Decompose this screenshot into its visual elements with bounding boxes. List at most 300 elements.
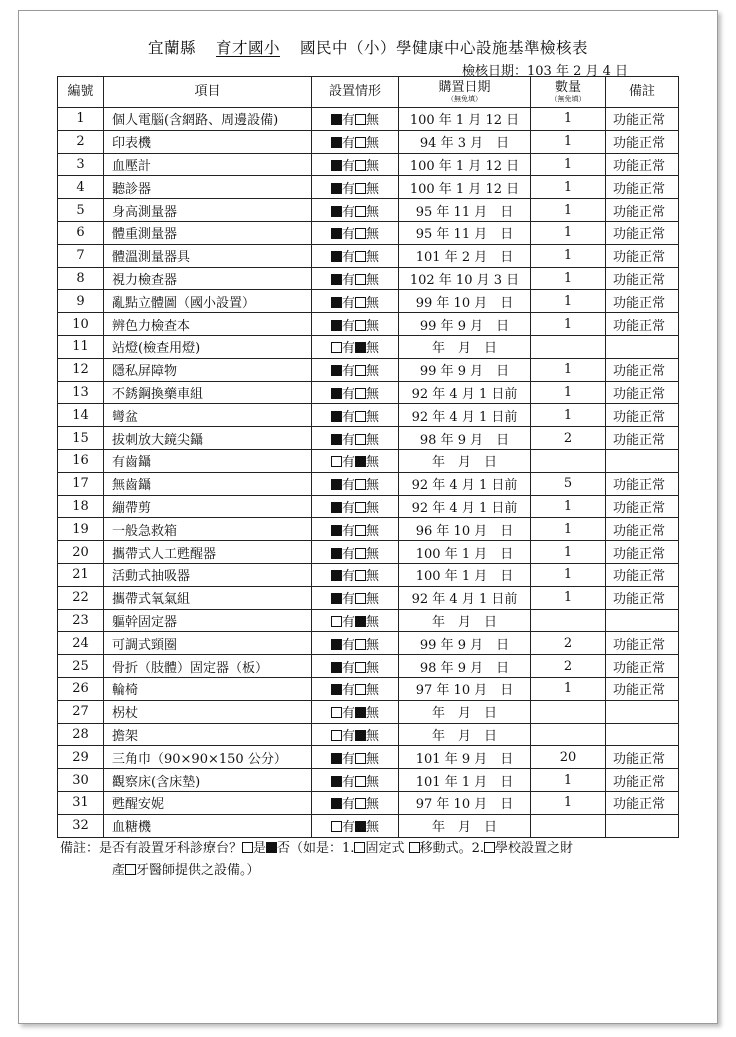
table-row — [58, 769, 679, 792]
none-label: 無 — [366, 409, 380, 425]
row-number: 31 — [58, 791, 104, 814]
has-checkbox[interactable] — [331, 228, 342, 239]
dental-school-asset-checkbox[interactable] — [484, 842, 495, 853]
table-row — [58, 313, 679, 336]
row-item-name: 可調式頸圈 — [104, 632, 312, 655]
row-remark: 功能正常 — [606, 199, 679, 222]
has-checkbox[interactable] — [331, 274, 342, 285]
row-remark: 功能正常 — [606, 541, 679, 564]
none-label: 無 — [366, 295, 380, 311]
has-checkbox[interactable] — [331, 707, 342, 718]
has-label: 有 — [341, 250, 355, 266]
row-remark: 功能正常 — [606, 472, 679, 495]
equipment-table — [57, 76, 679, 838]
footer-line-2 — [60, 860, 700, 882]
row-number: 2 — [58, 130, 104, 153]
none-checkbox[interactable] — [355, 320, 366, 331]
row-item-name: 亂點立體圖（國小設置） — [104, 290, 312, 313]
row-number: 15 — [58, 427, 104, 450]
row-purchase-date: 99 年 10 月 日 — [399, 290, 531, 313]
row-quantity: 1 — [531, 267, 606, 290]
footer-note — [60, 838, 700, 882]
row-quantity — [531, 814, 606, 837]
row-item-name: 繃帶剪 — [104, 495, 312, 518]
has-label: 有 — [341, 592, 355, 608]
has-checkbox[interactable] — [331, 684, 342, 695]
none-label: 無 — [366, 637, 380, 653]
row-item-name: 體重測量器 — [104, 221, 312, 244]
row-item-name: 活動式抽吸器 — [104, 563, 312, 586]
col-header-qty-note: （無免填） — [550, 95, 586, 103]
table-row — [58, 586, 679, 609]
row-purchase-date: 100 年 1 月 12 日 — [399, 176, 531, 199]
none-checkbox[interactable] — [355, 753, 366, 764]
has-checkbox[interactable] — [331, 411, 342, 422]
has-checkbox[interactable] — [331, 479, 342, 490]
table-row — [58, 632, 679, 655]
row-number: 25 — [58, 655, 104, 678]
has-label: 有 — [341, 751, 355, 767]
row-number: 16 — [58, 449, 104, 472]
col-header-date — [399, 77, 531, 108]
none-label: 無 — [366, 774, 380, 790]
has-label: 有 — [341, 272, 355, 288]
col-header-remark: 備註 — [606, 77, 679, 108]
row-setup — [312, 404, 399, 427]
has-label: 有 — [341, 660, 355, 676]
none-label: 無 — [366, 614, 380, 630]
table-row — [58, 746, 679, 769]
row-purchase-date: 99 年 9 月 日 — [399, 632, 531, 655]
has-label: 有 — [341, 683, 355, 699]
row-purchase-date: 98 年 9 月 日 — [399, 655, 531, 678]
row-remark: 功能正常 — [606, 221, 679, 244]
row-remark: 功能正常 — [606, 176, 679, 199]
none-checkbox[interactable] — [355, 639, 366, 650]
row-number: 24 — [58, 632, 104, 655]
row-number: 6 — [58, 221, 104, 244]
row-setup — [312, 655, 399, 678]
none-label: 無 — [366, 272, 380, 288]
has-checkbox[interactable] — [331, 753, 342, 764]
none-checkbox[interactable] — [355, 228, 366, 239]
none-label: 無 — [366, 751, 380, 767]
row-remark: 功能正常 — [606, 313, 679, 336]
none-checkbox[interactable] — [355, 160, 366, 171]
row-number: 7 — [58, 244, 104, 267]
table-row — [58, 130, 679, 153]
col-header-date-label: 購置日期 — [438, 80, 491, 95]
row-number: 20 — [58, 541, 104, 564]
none-label: 無 — [366, 227, 380, 243]
none-checkbox[interactable] — [355, 684, 366, 695]
none-label: 無 — [366, 318, 380, 334]
row-purchase-date: 年 月 日 — [399, 609, 531, 632]
none-checkbox[interactable] — [355, 548, 366, 559]
none-label: 無 — [366, 364, 380, 380]
has-checkbox[interactable] — [331, 137, 342, 148]
has-checkbox[interactable] — [331, 616, 342, 627]
has-checkbox[interactable] — [331, 821, 342, 832]
row-setup — [312, 541, 399, 564]
row-number: 17 — [58, 472, 104, 495]
none-label: 無 — [366, 523, 380, 539]
row-purchase-date: 年 月 日 — [399, 335, 531, 358]
has-checkbox[interactable] — [331, 160, 342, 171]
row-quantity: 1 — [531, 130, 606, 153]
none-label: 無 — [366, 797, 380, 813]
table-row — [58, 791, 679, 814]
none-checkbox[interactable] — [355, 206, 366, 217]
none-checkbox[interactable] — [355, 616, 366, 627]
row-remark: 功能正常 — [606, 290, 679, 313]
row-quantity: 5 — [531, 472, 606, 495]
table-row — [58, 290, 679, 313]
row-setup — [312, 700, 399, 723]
none-checkbox[interactable] — [355, 593, 366, 604]
row-remark: 功能正常 — [606, 381, 679, 404]
none-checkbox[interactable] — [355, 137, 366, 148]
table-row — [58, 381, 679, 404]
row-purchase-date: 95 年 11 月 日 — [399, 199, 531, 222]
has-checkbox[interactable] — [331, 206, 342, 217]
none-label: 無 — [366, 113, 380, 129]
row-remark: 功能正常 — [606, 632, 679, 655]
row-purchase-date: 94 年 3 月 日 — [399, 130, 531, 153]
has-checkbox[interactable] — [331, 251, 342, 262]
row-number: 3 — [58, 153, 104, 176]
row-number: 22 — [58, 586, 104, 609]
none-label: 無 — [366, 592, 380, 608]
row-purchase-date: 92 年 4 月 1 日前 — [399, 472, 531, 495]
row-item-name: 擔架 — [104, 723, 312, 746]
has-label: 有 — [341, 546, 355, 562]
has-label: 有 — [341, 820, 355, 836]
has-checkbox[interactable] — [331, 342, 342, 353]
row-item-name: 血糖機 — [104, 814, 312, 837]
row-remark: 功能正常 — [606, 677, 679, 700]
table-row — [58, 609, 679, 632]
row-remark — [606, 723, 679, 746]
has-checkbox[interactable] — [331, 297, 342, 308]
row-number: 30 — [58, 769, 104, 792]
footer-mobile-label: 移動式。2. — [419, 841, 484, 856]
row-quantity: 2 — [531, 632, 606, 655]
none-checkbox[interactable] — [355, 183, 366, 194]
none-checkbox[interactable] — [355, 662, 366, 673]
row-setup — [312, 358, 399, 381]
row-quantity: 1 — [531, 586, 606, 609]
table-row — [58, 723, 679, 746]
row-quantity: 1 — [531, 541, 606, 564]
row-purchase-date: 98 年 9 月 日 — [399, 427, 531, 450]
dental-yes-checkbox[interactable] — [242, 842, 253, 853]
has-label: 有 — [341, 113, 355, 129]
table-row — [58, 176, 679, 199]
has-checkbox[interactable] — [331, 776, 342, 787]
row-quantity: 1 — [531, 199, 606, 222]
inspection-date: 檢核日期：103 年 2 月 4 日 — [462, 64, 629, 79]
school-name: 育才國小 — [215, 39, 280, 57]
has-label: 有 — [341, 409, 355, 425]
row-quantity: 1 — [531, 358, 606, 381]
has-label: 有 — [341, 478, 355, 494]
footer-dentist-label: 牙醫師提供之設備。） — [136, 863, 260, 878]
has-checkbox[interactable] — [331, 434, 342, 445]
row-remark: 功能正常 — [606, 358, 679, 381]
col-header-item: 項目 — [104, 77, 312, 108]
table-row — [58, 267, 679, 290]
has-checkbox[interactable] — [331, 502, 342, 513]
row-number: 10 — [58, 313, 104, 336]
row-item-name: 一般急救箱 — [104, 518, 312, 541]
has-label: 有 — [341, 364, 355, 380]
has-checkbox[interactable] — [331, 388, 342, 399]
row-purchase-date: 100 年 1 月 12 日 — [399, 153, 531, 176]
row-setup — [312, 313, 399, 336]
row-item-name: 攜帶式氧氣組 — [104, 586, 312, 609]
col-header-setup: 設置情形 — [312, 77, 399, 108]
row-item-name: 聽診器 — [104, 176, 312, 199]
col-header-num: 編號 — [58, 77, 104, 108]
row-remark: 功能正常 — [606, 153, 679, 176]
row-item-name: 隱私屏障物 — [104, 358, 312, 381]
row-remark — [606, 335, 679, 358]
col-header-qty-label: 數量 — [554, 80, 581, 95]
row-quantity: 1 — [531, 290, 606, 313]
none-checkbox[interactable] — [355, 707, 366, 718]
has-checkbox[interactable] — [331, 730, 342, 741]
has-checkbox[interactable] — [331, 365, 342, 376]
row-quantity: 1 — [531, 313, 606, 336]
none-checkbox[interactable] — [355, 776, 366, 787]
row-remark: 功能正常 — [606, 563, 679, 586]
footer-school-asset-label: 學校設置之財 — [495, 841, 574, 856]
has-checkbox[interactable] — [331, 320, 342, 331]
row-purchase-date: 100 年 1 月 12 日 — [399, 108, 531, 131]
row-setup — [312, 518, 399, 541]
table-row — [58, 404, 679, 427]
table-row — [58, 518, 679, 541]
row-purchase-date: 100 年 1 月 日 — [399, 563, 531, 586]
title-text: 國民中（小）學健康中心設施基準檢核表 — [300, 39, 589, 57]
has-label: 有 — [341, 500, 355, 516]
none-checkbox[interactable] — [355, 411, 366, 422]
none-checkbox[interactable] — [355, 821, 366, 832]
row-setup — [312, 586, 399, 609]
table-row — [58, 108, 679, 131]
has-checkbox[interactable] — [331, 639, 342, 650]
has-checkbox[interactable] — [331, 525, 342, 536]
footer-line-1 — [60, 838, 700, 860]
row-number: 23 — [58, 609, 104, 632]
table-row — [58, 221, 679, 244]
none-label: 無 — [366, 158, 380, 174]
row-setup — [312, 267, 399, 290]
table-row — [58, 472, 679, 495]
has-label: 有 — [341, 728, 355, 744]
none-checkbox[interactable] — [355, 365, 366, 376]
row-number: 5 — [58, 199, 104, 222]
row-quantity: 1 — [531, 108, 606, 131]
row-item-name: 不銹鋼換藥車組 — [104, 381, 312, 404]
none-checkbox[interactable] — [355, 434, 366, 445]
dental-dentist-checkbox[interactable] — [125, 864, 136, 875]
none-checkbox[interactable] — [355, 798, 366, 809]
row-item-name: 三角巾（90×90×150 公分） — [104, 746, 312, 769]
row-quantity: 1 — [531, 381, 606, 404]
none-checkbox[interactable] — [355, 274, 366, 285]
row-remark: 功能正常 — [606, 655, 679, 678]
none-checkbox[interactable] — [355, 456, 366, 467]
row-quantity — [531, 449, 606, 472]
row-item-name: 身高測量器 — [104, 199, 312, 222]
row-setup — [312, 769, 399, 792]
row-setup — [312, 677, 399, 700]
has-checkbox[interactable] — [331, 593, 342, 604]
row-purchase-date: 97 年 10 月 日 — [399, 791, 531, 814]
row-setup — [312, 427, 399, 450]
row-item-name: 骨折（肢體）固定器（板） — [104, 655, 312, 678]
none-label: 無 — [366, 500, 380, 516]
none-label: 無 — [366, 432, 380, 448]
row-purchase-date: 95 年 11 月 日 — [399, 221, 531, 244]
has-label: 有 — [341, 614, 355, 630]
row-remark: 功能正常 — [606, 404, 679, 427]
none-label: 無 — [366, 569, 380, 585]
row-quantity: 1 — [531, 791, 606, 814]
none-label: 無 — [366, 181, 380, 197]
row-remark: 功能正常 — [606, 427, 679, 450]
none-label: 無 — [366, 204, 380, 220]
dental-no-checkbox[interactable] — [266, 842, 277, 853]
none-checkbox[interactable] — [355, 525, 366, 536]
none-checkbox[interactable] — [355, 114, 366, 125]
table-row — [58, 199, 679, 222]
none-checkbox[interactable] — [355, 251, 366, 262]
row-number: 12 — [58, 358, 104, 381]
none-checkbox[interactable] — [355, 342, 366, 353]
row-remark: 功能正常 — [606, 791, 679, 814]
row-number: 11 — [58, 335, 104, 358]
row-quantity — [531, 723, 606, 746]
none-checkbox[interactable] — [355, 479, 366, 490]
has-label: 有 — [341, 386, 355, 402]
row-purchase-date: 92 年 4 月 1 日前 — [399, 404, 531, 427]
row-item-name: 軀幹固定器 — [104, 609, 312, 632]
has-checkbox[interactable] — [331, 548, 342, 559]
has-checkbox[interactable] — [331, 114, 342, 125]
has-label: 有 — [341, 432, 355, 448]
row-quantity: 1 — [531, 677, 606, 700]
row-quantity — [531, 700, 606, 723]
row-item-name: 站燈(檢查用燈) — [104, 335, 312, 358]
row-quantity: 1 — [531, 404, 606, 427]
row-setup — [312, 449, 399, 472]
row-purchase-date: 92 年 4 月 1 日前 — [399, 586, 531, 609]
row-purchase-date: 100 年 1 月 日 — [399, 541, 531, 564]
has-checkbox[interactable] — [331, 570, 342, 581]
row-setup — [312, 563, 399, 586]
row-item-name: 個人電腦(含網路、周邊設備) — [104, 108, 312, 131]
row-remark — [606, 700, 679, 723]
none-checkbox[interactable] — [355, 502, 366, 513]
row-remark: 功能正常 — [606, 495, 679, 518]
none-checkbox[interactable] — [355, 297, 366, 308]
row-number: 26 — [58, 677, 104, 700]
row-remark — [606, 609, 679, 632]
row-number: 1 — [58, 108, 104, 131]
has-label: 有 — [341, 797, 355, 813]
row-remark: 功能正常 — [606, 130, 679, 153]
has-label: 有 — [341, 523, 355, 539]
row-remark — [606, 814, 679, 837]
none-label: 無 — [366, 341, 380, 357]
row-quantity: 1 — [531, 769, 606, 792]
row-setup — [312, 381, 399, 404]
none-checkbox[interactable] — [355, 388, 366, 399]
row-setup — [312, 290, 399, 313]
row-purchase-date: 年 月 日 — [399, 449, 531, 472]
has-label: 有 — [341, 136, 355, 152]
row-item-name: 有齒鑷 — [104, 449, 312, 472]
row-item-name: 血壓計 — [104, 153, 312, 176]
row-number: 13 — [58, 381, 104, 404]
row-purchase-date: 96 年 10 月 日 — [399, 518, 531, 541]
row-quantity: 2 — [531, 655, 606, 678]
dental-fixed-checkbox[interactable] — [354, 842, 365, 853]
table-row — [58, 495, 679, 518]
row-quantity: 1 — [531, 153, 606, 176]
row-remark: 功能正常 — [606, 108, 679, 131]
has-label: 有 — [341, 569, 355, 585]
row-setup — [312, 221, 399, 244]
row-number: 14 — [58, 404, 104, 427]
none-checkbox[interactable] — [355, 730, 366, 741]
row-number: 21 — [58, 563, 104, 586]
row-setup — [312, 814, 399, 837]
row-purchase-date: 101 年 1 月 日 — [399, 769, 531, 792]
row-item-name: 觀察床(含床墊) — [104, 769, 312, 792]
has-checkbox[interactable] — [331, 183, 342, 194]
has-label: 有 — [341, 706, 355, 722]
row-setup — [312, 244, 399, 267]
row-setup — [312, 108, 399, 131]
row-purchase-date: 92 年 4 月 1 日前 — [399, 495, 531, 518]
has-checkbox[interactable] — [331, 798, 342, 809]
has-label: 有 — [341, 774, 355, 790]
row-number: 29 — [58, 746, 104, 769]
none-label: 無 — [366, 455, 380, 471]
none-label: 無 — [366, 706, 380, 722]
col-header-date-note: （無免填） — [447, 95, 482, 103]
row-remark — [606, 449, 679, 472]
has-label: 有 — [341, 318, 355, 334]
row-remark: 功能正常 — [606, 769, 679, 792]
has-checkbox[interactable] — [331, 456, 342, 467]
has-label: 有 — [341, 204, 355, 220]
has-checkbox[interactable] — [331, 662, 342, 673]
row-purchase-date: 年 月 日 — [399, 700, 531, 723]
row-remark: 功能正常 — [606, 746, 679, 769]
table-row — [58, 563, 679, 586]
row-purchase-date: 102 年 10 月 3 日 — [399, 267, 531, 290]
has-label: 有 — [341, 158, 355, 174]
none-label: 無 — [366, 386, 380, 402]
dental-mobile-checkbox[interactable] — [409, 842, 420, 853]
row-item-name: 視力檢查器 — [104, 267, 312, 290]
none-checkbox[interactable] — [355, 570, 366, 581]
